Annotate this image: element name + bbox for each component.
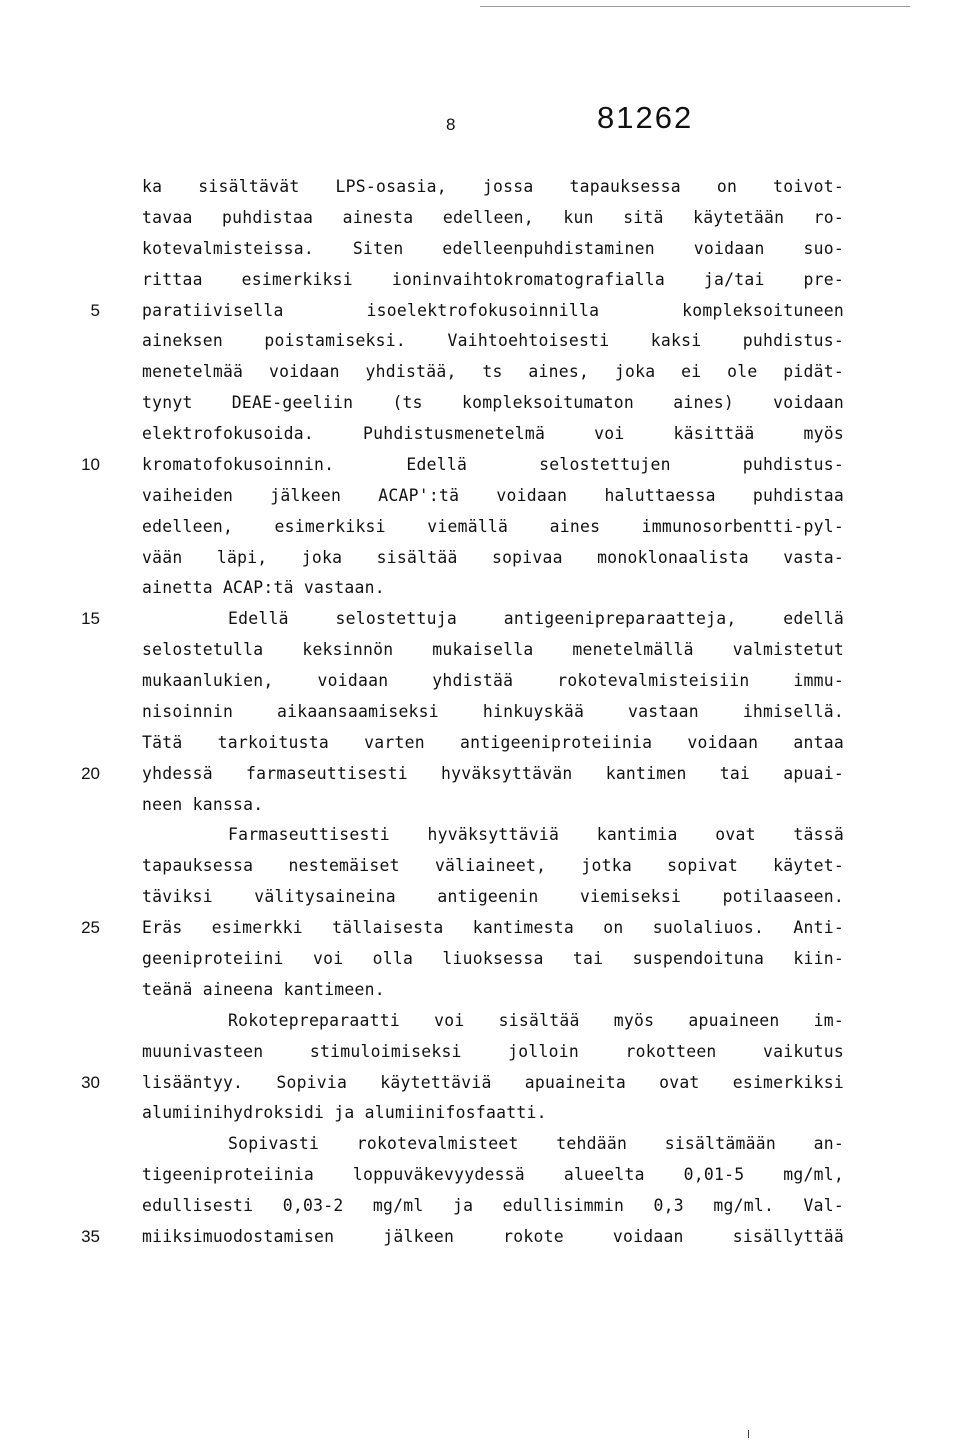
text-line: neen kanssa. — [142, 794, 264, 814]
margin-line-number: 25 — [81, 918, 100, 938]
text-line: nisoinnin aikaansaamiseksi hinkuyskää vastaan ihmisellä. — [142, 701, 844, 721]
text-line: ainetta ACAP:tä vastaan. — [142, 578, 385, 598]
text-line: Sopivasti rokotevalmisteet tehdään sisältämään an- — [228, 1134, 844, 1154]
margin-line-number: 35 — [81, 1226, 100, 1246]
text-line: täviksi välitysaineina antigeenin viemiseksi potilaaseen. — [142, 887, 844, 907]
text-line: yhdessä farmaseuttisesti hyväksyttävän kantimen tai apuai- — [142, 763, 844, 783]
text-line: mukaanlukien, voidaan yhdistää rokotevalmisteisiin immu- — [142, 671, 844, 691]
margin-line-number: 10 — [81, 454, 100, 474]
page-number: 8 — [446, 115, 456, 134]
text-line: geeniproteiini voi olla liuoksessa tai suspendoituna kiin- — [142, 949, 844, 968]
text-line: edelleen, esimerkiksi viemällä aines immunosorbentti-pyl- — [142, 516, 844, 536]
text-line: tigeeniproteiinia loppuväkevyydessä alueelta 0,01-5 mg/ml, — [142, 1165, 844, 1185]
document-number: 81262 — [597, 100, 694, 135]
text-line: paratiivisella isoelektrofokusoinnilla kompleksoituneen — [142, 300, 844, 320]
text-line: Tätä tarkoitusta varten antigeeniproteiinia voidaan antaa — [142, 732, 844, 752]
page-header — [0, 100, 960, 150]
margin-line-number: 5 — [90, 300, 100, 320]
text-line: ka sisältävät LPS-osasia, jossa tapauksessa on toivot- — [142, 177, 844, 196]
text-line: alumiinihydroksidi ja alumiinifosfaatti. — [142, 1103, 547, 1123]
text-line: menetelmää voidaan yhdistää, ts aines, joka ei ole pidät- — [142, 362, 844, 382]
text-line: teänä aineena kantimeen. — [142, 979, 385, 999]
text-line: muunivasteen stimuloimiseksi jolloin rokotteen vaikutus — [142, 1041, 844, 1061]
text-line: tapauksessa nestemäiset väliaineet, jotka sopivat käytet- — [142, 856, 844, 876]
text-line: vaiheiden jälkeen ACAP':tä voidaan haluttaessa puhdistaa — [142, 485, 844, 505]
text-line: Edellä selostettuja antigeenipreparaatteja, edellä — [228, 609, 844, 629]
text-line: miiksimuodostamisen jälkeen rokote voidaan sisällyttää — [142, 1226, 844, 1246]
top-rule — [480, 6, 910, 7]
text-line: vään läpi, joka sisältää sopivaa monoklonaalista vasta- — [142, 547, 844, 567]
margin-line-number: 20 — [81, 763, 100, 783]
text-line: aineksen poistamiseksi. Vaihtoehtoisesti kaksi puhdistus- — [142, 331, 844, 351]
text-line: tavaa puhdistaa ainesta edelleen, kun sitä käytetään ro- — [142, 207, 844, 227]
margin-line-number: 15 — [81, 609, 100, 629]
text-line: Rokotepreparaatti voi sisältää myös apuaineen im- — [228, 1010, 844, 1030]
text-line: Farmaseuttisesti hyväksyttäviä kantimia ovat tässä — [228, 825, 844, 845]
text-line: Eräs esimerkki tällaisesta kantimesta on suolaliuos. Anti- — [142, 918, 844, 938]
text-line: selostetulla keksinnön mukaisella menetelmällä valmistetut — [142, 640, 844, 660]
text-line: lisääntyy. Sopivia käytettäviä apuaineita ovat esimerkiksi — [142, 1072, 844, 1092]
text-line: kromatofokusoinnin. Edellä selostettujen puhdistus- — [142, 454, 844, 474]
text-line: tynyt DEAE-geeliin (ts kompleksoitumaton aines) voidaan — [142, 393, 844, 413]
text-line: edullisesti 0,03-2 mg/ml ja edullisimmin 0,3 mg/ml. Val- — [142, 1196, 844, 1216]
text-line: kotevalmisteissa. Siten edelleenpuhdistaminen voidaan suo- — [142, 238, 844, 258]
text-line: elektrofokusoida. Puhdistusmenetelmä voi käsittää myös — [142, 424, 844, 444]
text-line: rittaa esimerkiksi ioninvaihtokromatografialla ja/tai pre- — [142, 269, 844, 289]
scan-mark — [748, 1430, 749, 1438]
margin-line-number: 30 — [81, 1072, 100, 1092]
